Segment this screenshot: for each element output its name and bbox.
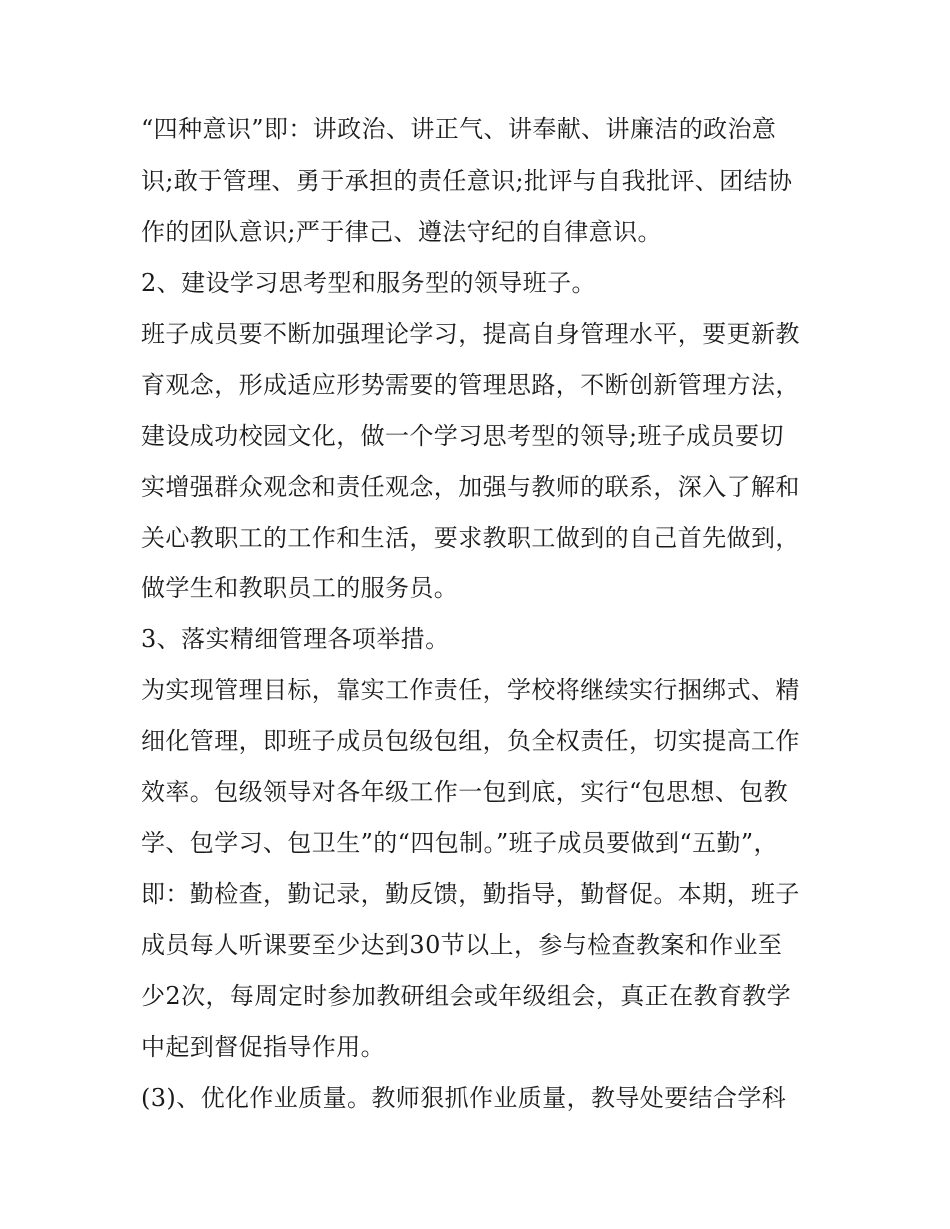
text-line: 即：勤检查，勤记录，勤反馈，勤指导，勤督促。本期，班子 bbox=[141, 880, 800, 908]
text-line: 中起到督促指导作用。 bbox=[141, 1033, 385, 1061]
text-line: 关心教职工的工作和生活，要求教职工做到的自己首先做到， bbox=[141, 524, 800, 552]
text-line: (3)、优化作业质量。教师狠抓作业质量，教导处要结合学科 bbox=[141, 1084, 787, 1112]
text-line: 识;敢于管理、勇于承担的责任意识;批评与自我批评、团结协 bbox=[141, 167, 793, 195]
section-heading: 2、建设学习思考型和服务型的领导班子。 bbox=[141, 269, 596, 297]
text-line: 实增强群众观念和责任观念，加强与教师的联系，深入了解和 bbox=[141, 473, 800, 501]
text-line: 作的团队意识;严于律己、遵法守纪的自律意识。 bbox=[141, 218, 662, 246]
text-line: 成员每人听课要至少达到30节以上，参与检查教案和作业至 bbox=[141, 931, 783, 959]
text-line: 少2次，每周定时参加教研组会或年级组会，真正在教育教学 bbox=[141, 982, 792, 1010]
text-line: 效率。包级领导对各年级工作一包到底，实行“包思想、包教 bbox=[141, 778, 789, 806]
text-line: 做学生和教职员工的服务员。 bbox=[141, 574, 459, 602]
text-line: 学、包学习、包卫生”的“四包制。”班子成员要做到“五勤”， bbox=[141, 829, 778, 857]
text-line: 为实现管理目标，靠实工作责任，学校将继续实行捆绑式、精 bbox=[141, 676, 800, 704]
text-line: 细化管理，即班子成员包级包组，负全权责任，切实提高工作 bbox=[141, 727, 800, 755]
text-line: 育观念，形成适应形势需要的管理思路，不断创新管理方法， bbox=[141, 371, 800, 399]
text-line: 班子成员要不断加强理论学习，提高自身管理水平，要更新教 bbox=[141, 320, 800, 348]
text-line: 建设成功校园文化，做一个学习思考型的领导;班子成员要切 bbox=[141, 422, 784, 450]
text-line: “四种意识”即：讲政治、讲正气、讲奉献、讲廉洁的政治意 bbox=[141, 115, 777, 143]
section-heading: 3、落实精细管理各项举措。 bbox=[141, 625, 450, 653]
